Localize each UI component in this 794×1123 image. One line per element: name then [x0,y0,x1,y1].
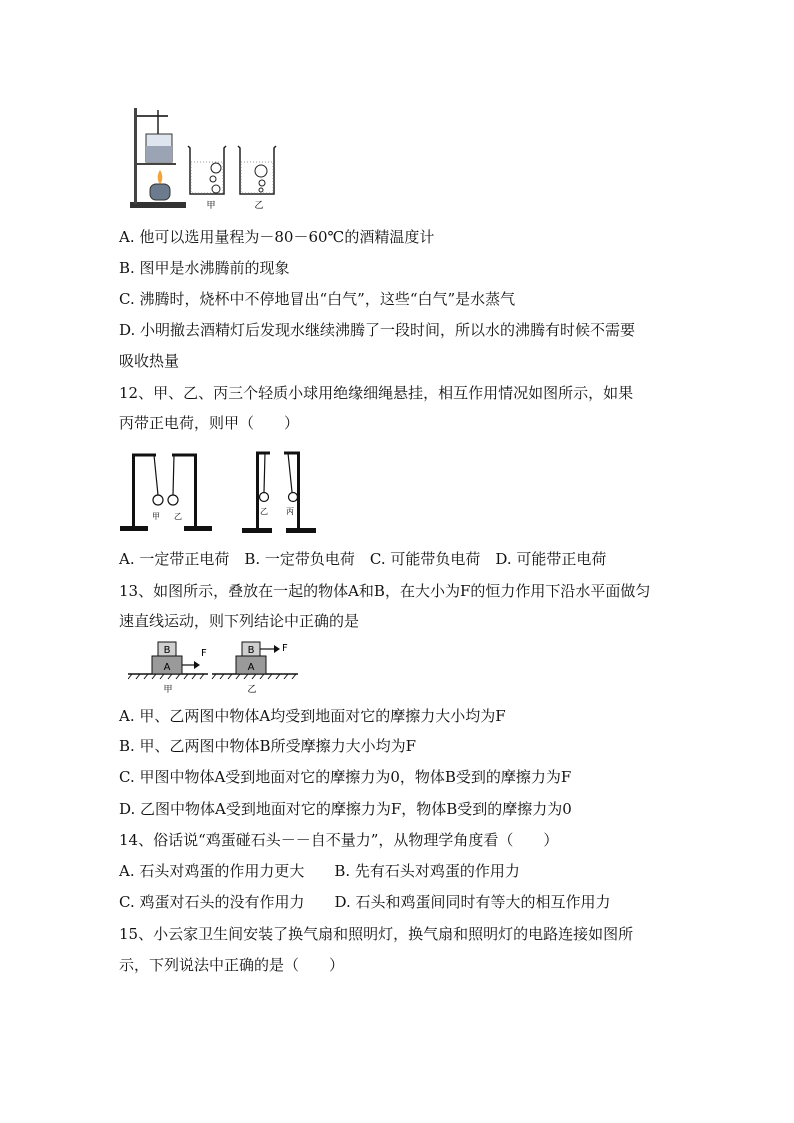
charged-balls-figure [118,448,323,538]
block-b-label-jia: B [163,645,171,656]
q11-option-b: B. 图甲是水沸腾前的现象 [119,259,290,277]
flame [158,170,163,184]
q14-options-cd: C. 鸡蛋对石头的没有作用力 D. 石头和鸡蛋间同时有等大的相互作用力 [119,893,611,911]
q13-option-d: D. 乙图中物体A受到地面对它的摩擦力为F，物体B受到的摩擦力为0 [119,800,572,818]
ball-label-yi-right: 乙 [260,507,268,516]
blocks-jia [152,642,207,695]
ball-label-jia: 甲 [152,512,160,521]
stand-rod [134,108,137,204]
alcohol-lamp [150,184,170,200]
q13-option-b: B. 甲、乙两图中物体B所受摩擦力大小均为F [119,737,416,755]
boiling-experiment-figure [128,104,288,212]
q11-option-c: C. 沸腾时，烧杯中不停地冒出“白气”，这些“白气”是水蒸气 [119,290,516,308]
fig-label-yi: 乙 [254,201,264,211]
stand-base [130,202,186,208]
q12-stem-cont: 丙带正电荷，则甲（ ） [119,414,300,432]
ball-label-yi-left: 乙 [174,512,182,521]
q12-options: A. 一定带正电荷 B. 一定带负电荷 C. 可能带负电荷 D. 可能带正电荷 [119,550,607,568]
force-label-jia: F [201,648,207,659]
q11-option-a: A. 他可以选用量程为－80－60℃的酒精温度计 [119,228,435,246]
blocks-yi [236,642,288,695]
q13-stem-cont: 速直线运动，则下列结论中正确的是 [119,612,360,630]
q13-stem: 13、如图所示，叠放在一起的物体A和B，在大小为F的恒力作用下沿水平面做匀 [119,582,651,600]
fig-label-jia: 甲 [163,685,173,695]
stacked-blocks-figure [128,638,303,700]
beaker-yi [238,146,276,194]
fig-label-yi: 乙 [247,685,257,695]
stand-pair-left [120,454,212,531]
q13-option-c: C. 甲图中物体A受到地面对它的摩擦力为0，物体B受到的摩擦力为F [119,768,572,786]
q15-stem-cont: 示，下列说法中正确的是（ ） [119,956,345,974]
q12-stem: 12、甲、乙、丙三个轻质小球用绝缘细绳悬挂，相互作用情况如图所示，如果 [119,384,634,402]
q14-options-ab: A. 石头对鸡蛋的作用力更大 B. 先有石头对鸡蛋的作用力 [119,862,520,880]
ball-label-bing: 丙 [286,507,294,516]
fig-label-jia: 甲 [206,201,216,211]
q13-option-a: A. 甲、乙两图中物体A均受到地面对它的摩擦力大小均为F [119,707,506,725]
block-a-label-yi: A [247,662,255,673]
q15-stem: 15、小云家卫生间安装了换气扇和照明灯，换气扇和照明灯的电路连接如图所 [119,925,634,943]
q11-option-d: D. 小明撤去酒精灯后发现水继续沸腾了一段时间，所以水的沸腾有时候不需要 [119,321,636,339]
block-b-label-yi: B [247,645,255,656]
q11-option-d-cont: 吸收热量 [119,352,180,370]
beaker-jia [188,146,226,194]
q14-stem: 14、俗话说“鸡蛋碰石头－－自不量力”，从物理学角度看（ ） [119,831,559,849]
force-label-yi: F [282,643,288,654]
block-a-label-jia: A [163,662,171,673]
stand-pair-right [242,452,316,533]
